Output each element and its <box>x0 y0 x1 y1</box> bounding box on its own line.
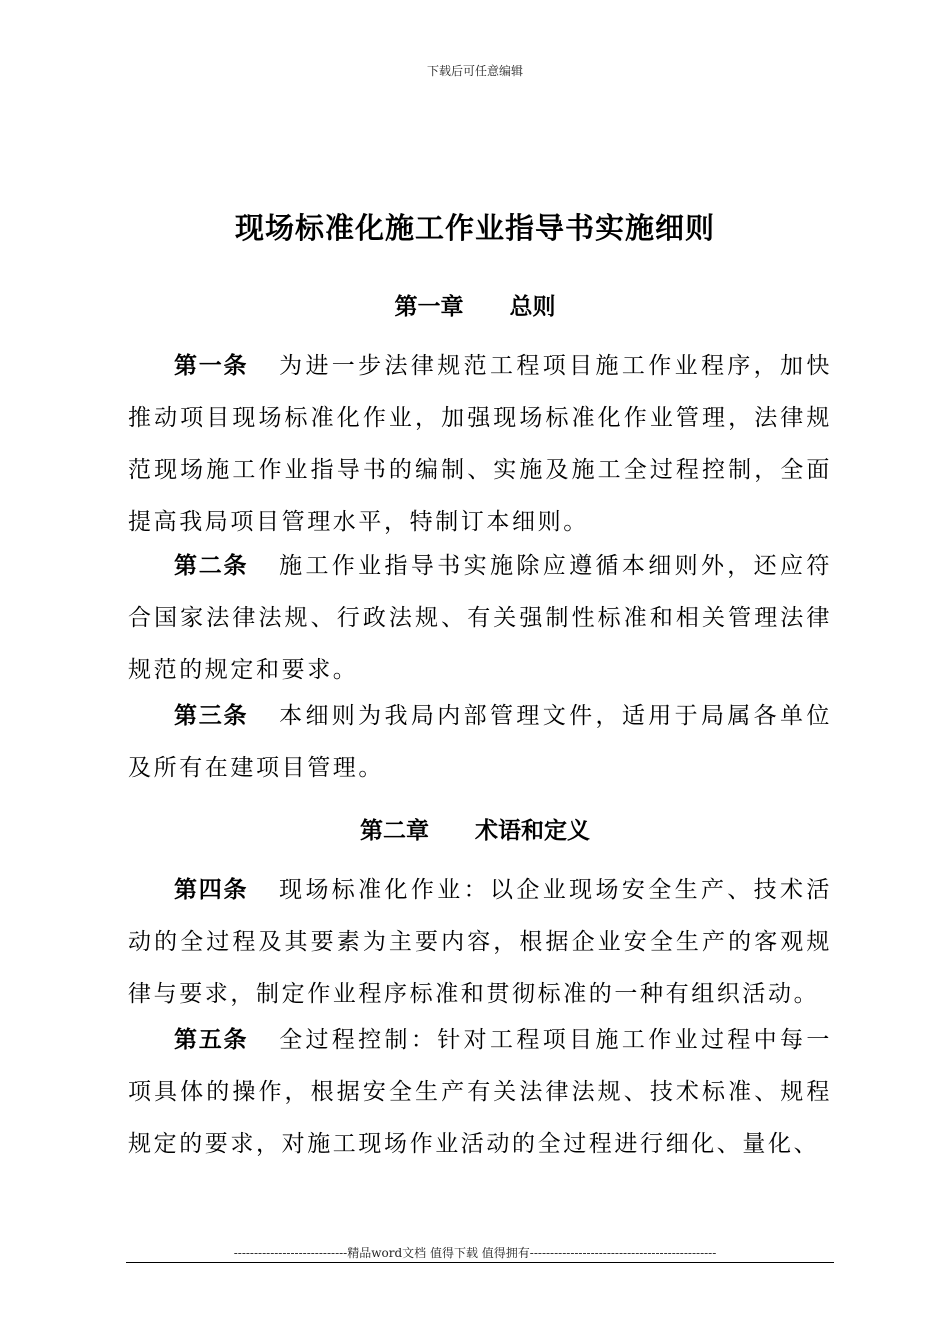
chapter-number: 第二章 <box>360 817 429 844</box>
article-5 <box>128 1014 832 1170</box>
article-4 <box>128 864 832 1020</box>
footer-note: ----------------------------精品word文档 值得下载 值得拥有---------------------------------------------- <box>233 1246 717 1260</box>
article-label: 第三条 <box>174 702 249 729</box>
article-label: 第五条 <box>174 1026 249 1053</box>
footer-divider <box>126 1262 834 1263</box>
chapter-number: 第一章 <box>394 293 464 320</box>
article-3 <box>128 690 832 794</box>
article-label: 第二条 <box>174 552 249 579</box>
article-text: 为进一步法律规范工程项目施工作业程序，加快推动项目现场标准化作业，加强现场标准化作业管理，法律规范现场施工作业指导书的编制、实施及施工全过程控制，全面提高我局项目管理水平，特制订本细则。 <box>128 353 833 535</box>
header-note: 下载后可任意编辑 <box>426 64 523 78</box>
chapter-name: 术语和定义 <box>475 817 590 844</box>
chapter-heading-1 <box>0 288 950 321</box>
article-1 <box>128 340 832 548</box>
article-text: 施工作业指导书实施除应遵循本细则外，还应符合国家法律法规、行政法规、有关强制性标准和相关管理法律规范的规定和要求。 <box>128 553 833 683</box>
document-title: 现场标准化施工作业指导书实施细则 <box>234 211 715 245</box>
article-text: 全过程控制：针对工程项目施工作业过程中每一项具体的操作，根据安全生产有关法律法规、技术标准、规程规定的要求，对施工现场作业活动的全过程进行细化、量化、 <box>128 1027 833 1157</box>
article-text: 现场标准化作业：以企业现场安全生产、技术活动的全过程及其要素为主要内容，根据企业安全生产的客观规律与要求，制定作业程序标准和贯彻标准的一种有组织活动。 <box>128 877 833 1007</box>
article-label: 第四条 <box>174 876 249 903</box>
article-text: 本细则为我局内部管理文件，适用于局属各单位及所有在建项目管理。 <box>128 703 833 781</box>
article-2 <box>128 540 832 696</box>
chapter-heading-2 <box>0 812 950 845</box>
article-label: 第一条 <box>174 352 249 379</box>
chapter-name: 总则 <box>509 293 556 320</box>
